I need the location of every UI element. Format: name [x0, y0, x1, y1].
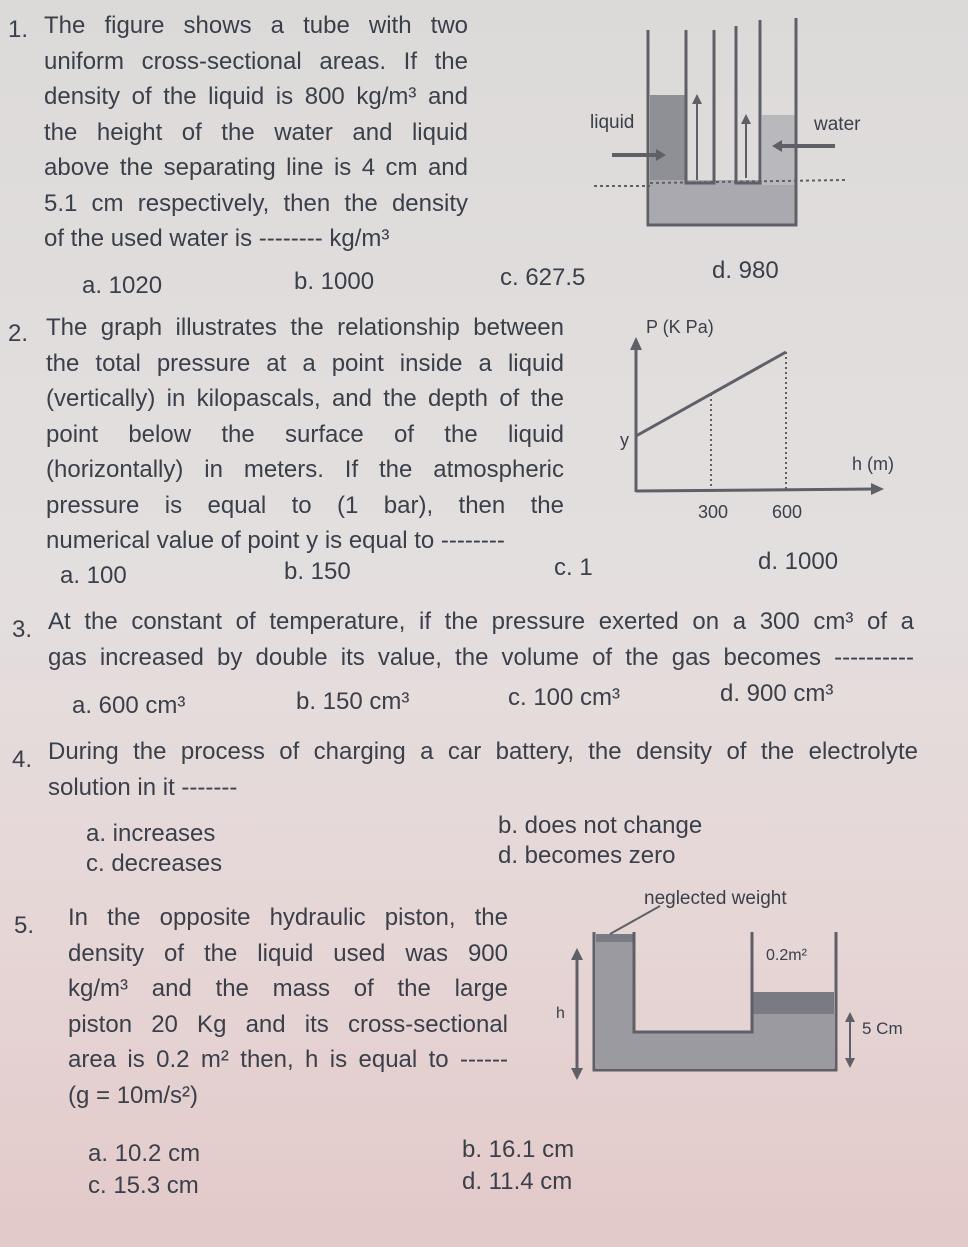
- q3-option-a[interactable]: a. 600 cm³: [72, 692, 186, 719]
- q3-number: 3.: [12, 616, 33, 643]
- 5cm-label: 5 Cm: [862, 1019, 903, 1038]
- q2-option-b[interactable]: b. 150: [284, 558, 351, 585]
- q5-line: In the opposite hydraulic piston, the: [68, 904, 508, 931]
- large-piston-liquid: [752, 1012, 834, 1036]
- q1-number: 1.: [8, 16, 29, 43]
- q3-option-b[interactable]: b. 150 cm³: [296, 688, 410, 715]
- q1-option-a[interactable]: a. 1020: [82, 272, 163, 299]
- q2-number: 2.: [8, 320, 29, 347]
- q4-option-d[interactable]: d. becomes zero: [498, 842, 676, 869]
- q2-option-d[interactable]: d. 1000: [758, 548, 839, 575]
- q3-line: At the constant of temperature, if the pressure exerted on a 300 cm³ of a: [48, 608, 914, 635]
- h-label: h: [556, 1005, 565, 1022]
- q2-line: numerical value of point y is equal to --------: [46, 527, 505, 554]
- neglected-weight-label: neglected weight: [644, 888, 787, 909]
- q2-line: pressure is equal to (1 bar), then the: [46, 491, 564, 519]
- leader-line: [610, 906, 660, 934]
- arrowhead: [571, 948, 583, 960]
- x-tick-300: 300: [698, 502, 729, 522]
- x-tick-600: 600: [772, 502, 803, 522]
- base-liquid: [596, 1032, 834, 1068]
- arrowhead: [571, 1068, 583, 1080]
- q3-line: gas increased by double its value, the volume of the gas becomes ----------: [48, 643, 914, 671]
- q5-option-a[interactable]: a. 10.2 cm: [88, 1140, 201, 1167]
- q5-line: kg/m³ and the mass of the large: [68, 975, 508, 1002]
- arrowhead: [845, 1058, 855, 1068]
- q5-line: (g = 10m/s²): [68, 1081, 199, 1109]
- q1-line: uniform cross-sectional areas. If the: [44, 47, 468, 75]
- liquid-label: liquid: [590, 112, 635, 133]
- area-label: 0.2m²: [766, 947, 807, 964]
- q5-line: piston 20 Kg and its cross-sectional: [68, 1010, 508, 1038]
- q1-line: The figure shows a tube with two: [44, 12, 468, 39]
- q2-line: the total pressure at a point inside a liquid: [46, 349, 564, 377]
- q4-option-c[interactable]: c. decreases: [86, 850, 223, 877]
- q1-line: the height of the water and liquid: [44, 118, 468, 146]
- q4-number: 4.: [12, 746, 33, 773]
- large-piston: [752, 992, 834, 1014]
- y-axis-label: P (K Pa): [646, 317, 714, 337]
- arrowhead: [845, 1012, 855, 1022]
- q4-option-b[interactable]: b. does not change: [498, 812, 703, 839]
- q1-line: above the separating line is 4 cm and: [44, 154, 468, 181]
- q1-option-c[interactable]: c. 627.5: [500, 264, 586, 291]
- q5-line: density of the liquid used was 900: [68, 939, 508, 967]
- q2-line: (vertically) in kilopascals, and the depth of the: [46, 385, 564, 412]
- q5-option-b[interactable]: b. 16.1 cm: [462, 1136, 575, 1163]
- water-label: water: [814, 114, 861, 135]
- q5-number: 5.: [14, 912, 35, 939]
- q3-option-c[interactable]: c. 100 cm³: [508, 684, 621, 711]
- q5-option-d[interactable]: d. 11.4 cm: [462, 1168, 573, 1195]
- q4-line: solution in it -------: [48, 773, 238, 801]
- q5-option-c[interactable]: c. 15.3 cm: [88, 1172, 199, 1199]
- q2-line: (horizontally) in meters. If the atmospheric: [46, 456, 564, 483]
- q2-option-a[interactable]: a. 100: [60, 562, 127, 589]
- q4-option-a[interactable]: a. increases: [86, 820, 216, 847]
- q1-line: density of the liquid is 800 kg/m³ and: [44, 83, 468, 110]
- q2-line: The graph illustrates the relationship between: [46, 314, 564, 341]
- x-axis-label: h (m): [852, 454, 894, 474]
- q1-option-d[interactable]: d. 980: [712, 257, 779, 284]
- q1-line: of the used water is -------- kg/m³: [44, 225, 390, 252]
- y-point-label: y: [620, 430, 629, 450]
- q2-line: point below the surface of the liquid: [46, 420, 564, 448]
- q1-line: 5.1 cm respectively, then the density: [44, 189, 468, 217]
- q1-option-b[interactable]: b. 1000: [294, 268, 375, 295]
- q2-option-c[interactable]: c. 1: [554, 554, 593, 581]
- q5-line: area is 0.2 m² then, h is equal to ------: [68, 1046, 508, 1073]
- q4-line: During the process of charging a car battery, the density of the electrolyte: [48, 738, 918, 765]
- q3-option-d[interactable]: d. 900 cm³: [720, 680, 834, 707]
- vessel-inner-wall: [634, 932, 752, 1032]
- small-piston: [596, 934, 634, 942]
